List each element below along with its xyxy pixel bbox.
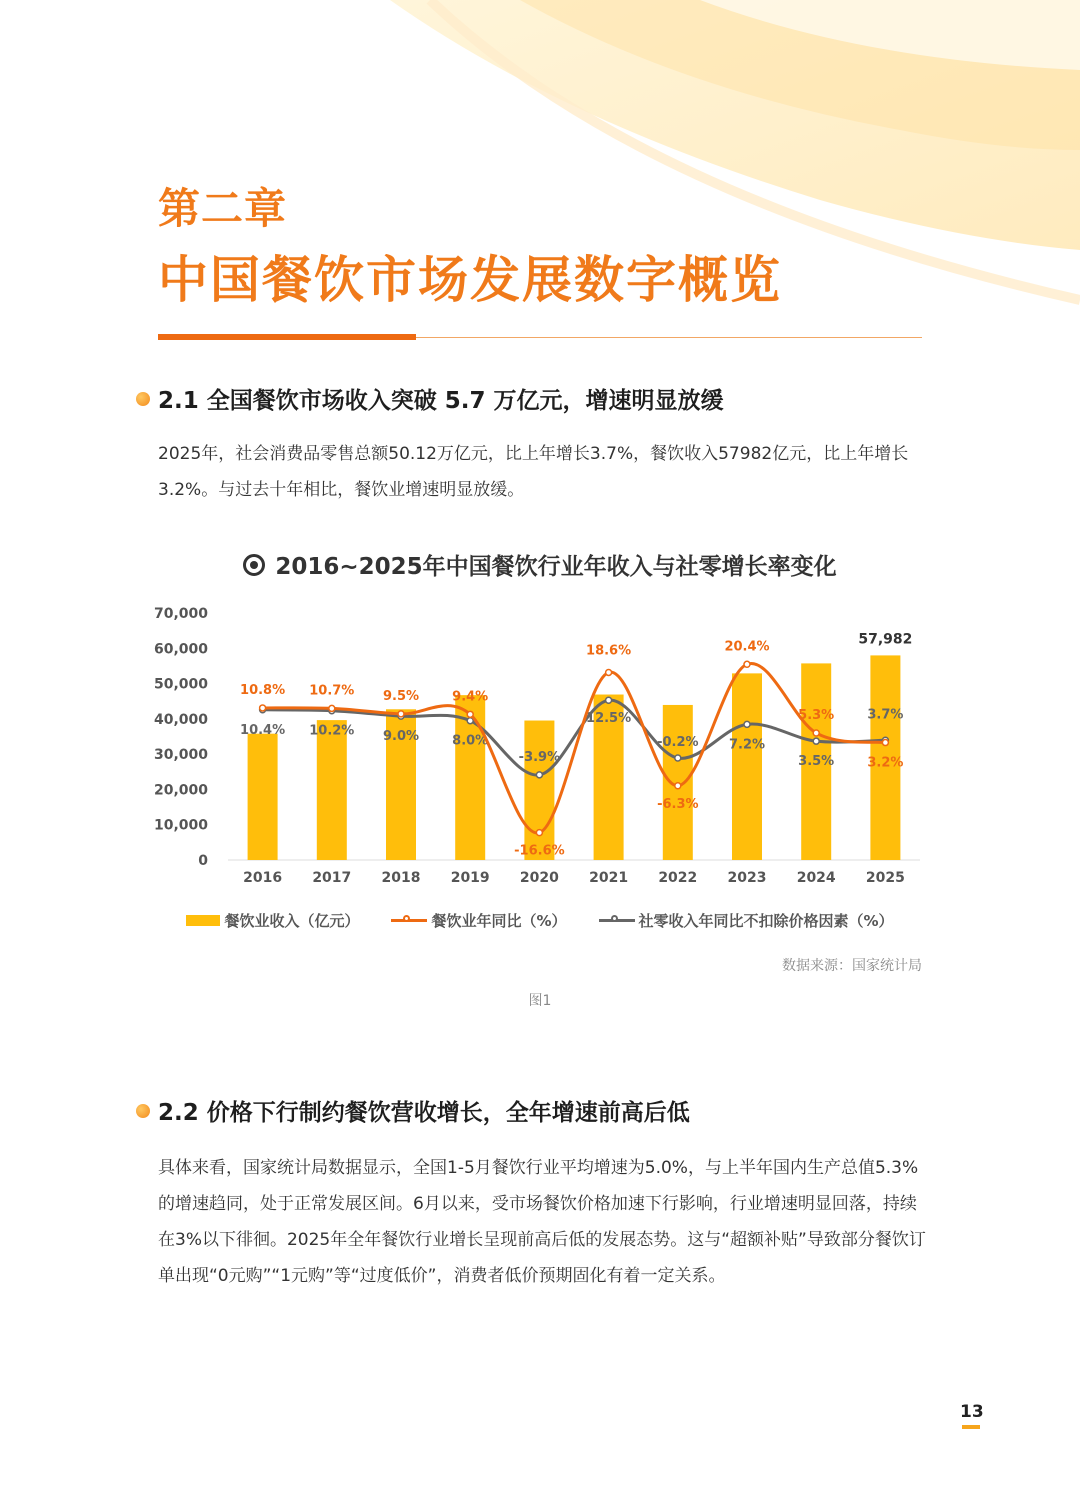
chart-title (0, 548, 1080, 581)
x-tick-label: 2022 (658, 870, 698, 886)
page-number: 13 (960, 1402, 984, 1422)
chart-title-text: 2016~2025年中国餐饮行业年收入与社零增长率变化 (275, 554, 837, 580)
revenue-bar (317, 720, 347, 860)
catering-yoy-label: 3.2% (867, 755, 904, 771)
section-paragraph-2-2: 具体来看，国家统计局数据显示，全国1-5月餐饮行业平均增速为5.0%，与上半年国内生产总值5.3%的增速趋同，处于正常发展区间。6月以来，受市场餐饮价格加速下行影响，行业增速明显回落，持续在3%以下徘徊。2025年全年餐饮行业增长呈现前高后低的发展态势。这与“超额补贴”导致部分餐饮订单出现“0元购”“1元购”等“过度低价”，消费者低价预期固化有着一定关系。 (158, 1158, 926, 1286)
y-tick-label: 0 (198, 853, 208, 869)
retail-yoy-label: -0.2% (657, 735, 699, 751)
catering-yoy-label: 10.7% (309, 683, 355, 699)
y-tick-label: 30,000 (153, 747, 208, 764)
y-tick-label: 50,000 (153, 676, 208, 693)
section-heading-text: 2.1 全国餐饮市场收入突破 5.7 万亿元，增速明显放缓 (158, 388, 724, 414)
catering-yoy-label: 9.5% (382, 688, 420, 704)
legend-bar-swatch (186, 915, 220, 926)
catering-yoy-point (398, 711, 404, 717)
chart-legend (0, 910, 1080, 931)
y-tick-label: 70,000 (153, 606, 208, 622)
retail-yoy-label: 9.0% (382, 729, 420, 745)
section-heading-2-1 (136, 382, 724, 415)
revenue-growth-chart (140, 595, 940, 895)
retail-yoy-label: -3.9% (518, 749, 561, 765)
retail-yoy-label: 10.4% (240, 722, 286, 738)
retail-yoy-point (606, 697, 612, 703)
title-divider-accent (158, 334, 416, 340)
revenue-bar (524, 721, 554, 860)
legend-line-swatch (391, 919, 427, 922)
x-tick-label: 2025 (865, 870, 905, 886)
y-tick-label: 40,000 (153, 711, 208, 728)
chapter-label: 第二章 (158, 184, 288, 233)
catering-yoy-label: -16.6% (514, 843, 565, 859)
page-number-accent (962, 1425, 980, 1429)
figure-caption: 图1 (528, 993, 552, 1009)
legend-line-swatch (599, 919, 635, 922)
revenue-bar (248, 734, 278, 860)
y-tick-label: 10,000 (153, 817, 208, 834)
retail-yoy-label: 7.2% (728, 737, 766, 753)
legend-item-catering-yoy (391, 910, 566, 931)
x-tick-label: 2019 (450, 870, 490, 886)
data-source: 数据来源：国家统计局 (782, 958, 922, 974)
catering-yoy-label: 10.8% (240, 682, 286, 698)
catering-yoy-point (260, 705, 266, 711)
chapter-title: 中国餐饮市场发展数字概览 (158, 251, 782, 309)
catering-yoy-point (882, 740, 888, 746)
catering-yoy-point (606, 669, 612, 675)
retail-yoy-label: 3.7% (867, 707, 904, 723)
target-icon (243, 554, 265, 576)
legend-label: 餐饮业年同比（%） (431, 912, 567, 930)
retail-yoy-label: 10.2% (309, 723, 355, 739)
catering-yoy-label: 9.4% (452, 689, 489, 705)
section-paragraph-2-1: 2025年，社会消费品零售总额50.12万亿元，比上年增长3.7%，餐饮收入57982亿元，比上年增长3.2%。与过去十年相比，餐饮业增速明显放缓。 (158, 444, 909, 500)
x-tick-label: 2016 (243, 870, 283, 886)
catering-yoy-point (467, 711, 473, 717)
x-tick-label: 2021 (589, 870, 629, 886)
retail-yoy-label: 12.5% (586, 711, 632, 727)
x-tick-label: 2018 (381, 870, 421, 886)
retail-yoy-label: 3.5% (798, 754, 835, 770)
legend-item-retail-yoy (599, 910, 894, 931)
x-tick-label: 2024 (796, 870, 836, 886)
catering-yoy-label: 5.3% (798, 707, 835, 723)
x-tick-label: 2020 (519, 870, 559, 886)
retail-yoy-label: 8.0% (452, 733, 489, 749)
bullet-dot-icon (136, 392, 150, 406)
x-tick-label: 2017 (312, 870, 352, 886)
y-tick-label: 60,000 (153, 641, 208, 658)
bullet-dot-icon (136, 1104, 150, 1118)
catering-yoy-label: -6.3% (657, 796, 699, 812)
catering-yoy-label: 20.4% (724, 639, 770, 655)
catering-yoy-point (536, 830, 542, 836)
catering-yoy-point (329, 705, 335, 711)
section-heading-2-2 (136, 1094, 690, 1127)
section-heading-text: 2.2 价格下行制约餐饮营收增长，全年增速前高后低 (158, 1100, 690, 1126)
bar-value-label: 57,982 (858, 631, 913, 648)
retail-yoy-point (536, 772, 542, 778)
x-tick-label: 2023 (727, 870, 767, 886)
catering-yoy-line (263, 663, 886, 833)
catering-yoy-point (813, 730, 819, 736)
catering-yoy-point (675, 783, 681, 789)
retail-yoy-point (744, 721, 750, 727)
y-tick-label: 20,000 (153, 782, 208, 799)
revenue-bar (732, 673, 762, 860)
catering-yoy-label: 18.6% (586, 643, 632, 659)
catering-yoy-point (744, 661, 750, 667)
legend-item-revenue (186, 910, 359, 931)
retail-yoy-point (813, 738, 819, 744)
retail-yoy-point (675, 755, 681, 761)
legend-label: 餐饮业收入（亿元） (224, 912, 360, 930)
legend-label: 社零收入年同比不扣除价格因素（%） (638, 912, 894, 930)
